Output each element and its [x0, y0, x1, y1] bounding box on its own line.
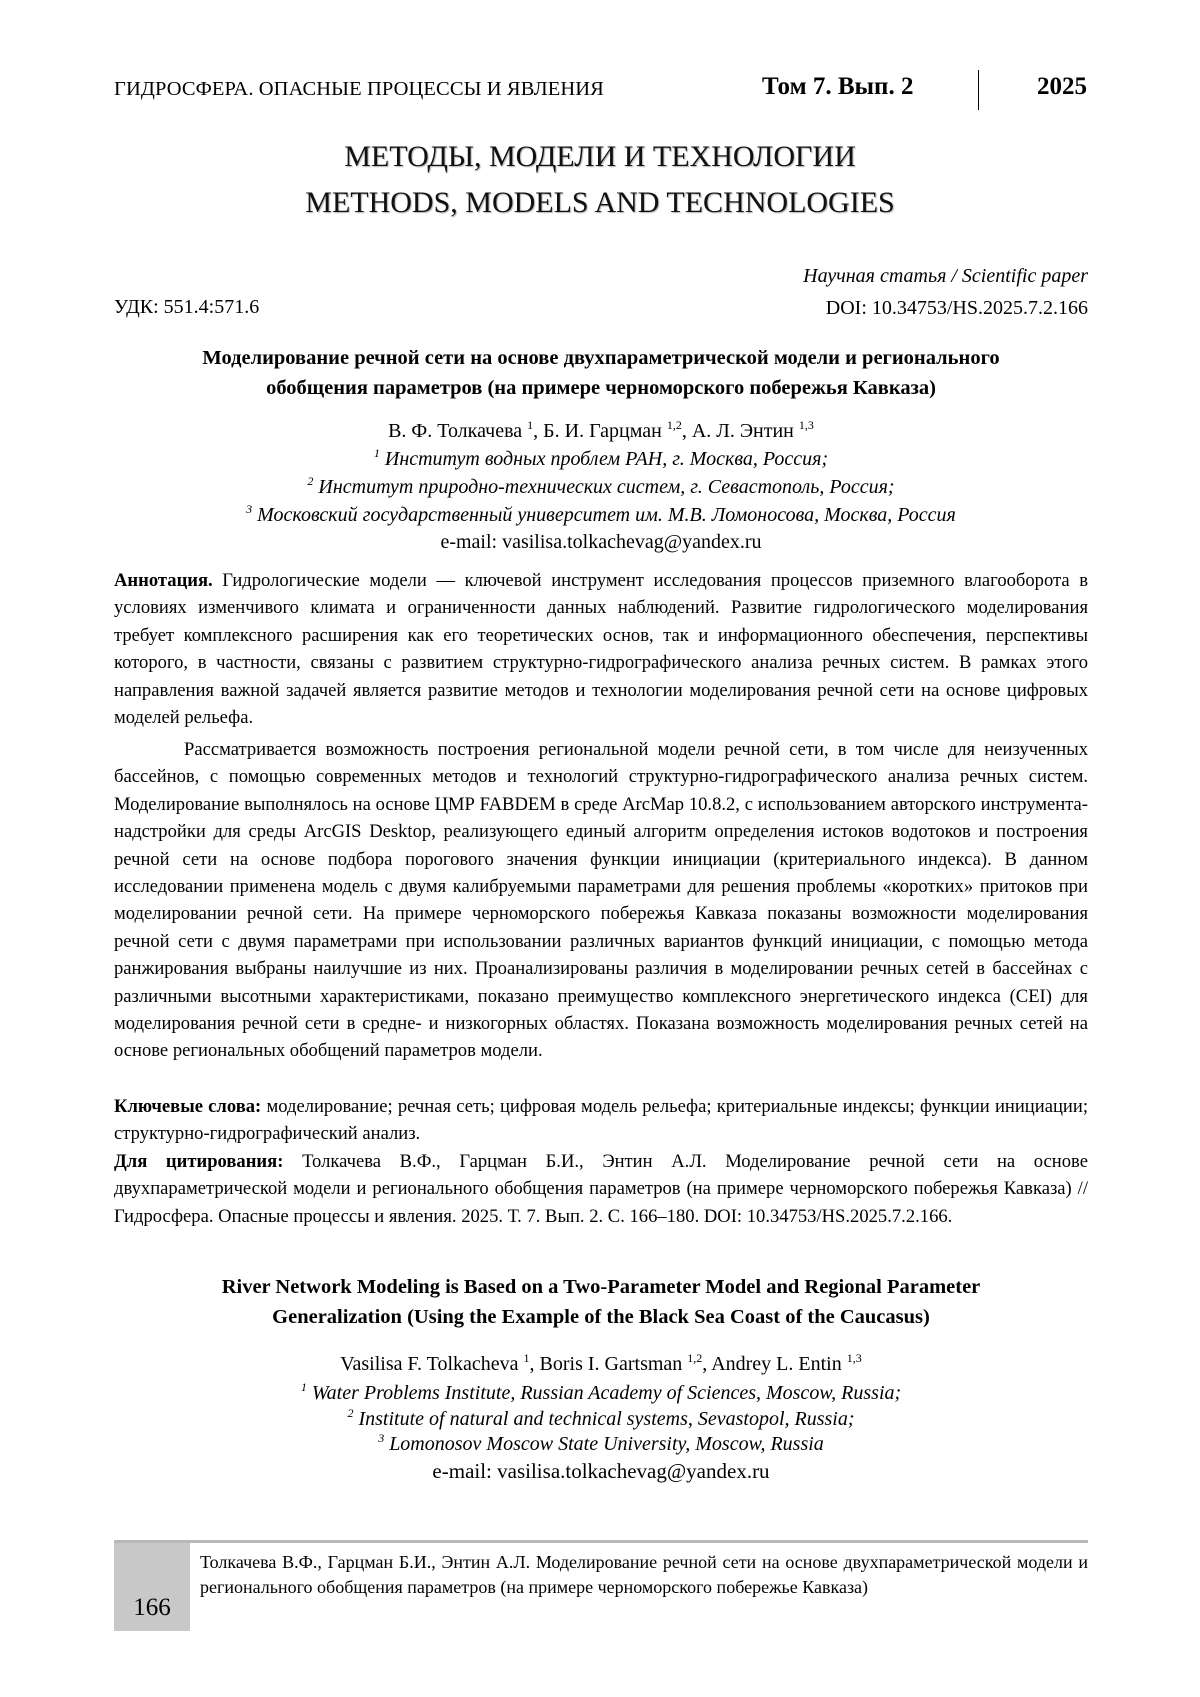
citation-text: Толкачева В.Ф., Гарцман Б.И., Энтин А.Л. Моделирование речной сети на основе двухпараметрической модели и регионального обобщения параметров (на примере черноморского побережья Кавказа) // Гидросфера. Опасные процессы и явления. 2025. Т. 7. Вып. 2. С. 166–180. DOI: 10.34753/HS.2025.7.2.166. [114, 1151, 1088, 1227]
doi: DOI: 10.34753/HS.2025.7.2.166 [825, 297, 1088, 319]
citation [114, 1148, 1088, 1230]
footer-divider [114, 1540, 1088, 1543]
abstract-text-1: Гидрологические модели — ключевой инструмент исследования процессов приземного влагооборота в условиях изменчивого климата и ограниченности данных наблюдений. Развитие гидрологического моделирования требует комплексного расширения как его теоретических основ, так и информационного обеспечения, перспективы которого, в частности, связаны с развитием структурно-гидрографического анализа речных систем. В рамках этого направления важной задачей является развитие методов и технологии моделирования речной сети на основе цифровых моделей рельефа. [114, 570, 1088, 729]
abstract-paragraph-2: Рассматривается возможность построения региональной модели речной сети, в том числе для неизученных бассейнов, с помощью современных методов и технологий структурно-гидрографического анализа речных систем. Моделирование выполнялось на основе ЦМР FABDEM в среде ArcMap 10.8.2, с использованием авторского инструмента-надстройки для среды ArcGIS Desktop, реализующего единый алгоритм определения истоков водотоков и построения речной сети на основе подбора порогового значения функции инициации (критериального индекса). В данном исследовании применена модель с двумя калибруемыми параметрами для решения проблемы «коротких» притоков при моделировании речной сети. На примере черноморского побережья Кавказа показаны возможности моделирования речной сети с двумя параметрами при использовании различных вариантов функций инициации, с помощью метода ранжирования выбраны наилучшие из них. Проанализированы различия в моделировании речных сетей в бассейнах с различными высотными характеристиками, показано преимущество комплексного энергетического индекса (CEI) для моделирования речной сети в средне- и низкогорных областях. Показана возможность моделирования речных сетей на основе региональных обобщений параметров модели. [114, 739, 1088, 1062]
journal-name: ГИДРОСФЕРА. ОПАСНЫЕ ПРОЦЕССЫ И ЯВЛЕНИЯ [114, 78, 604, 100]
author-2: , Б. И. Гарцман [533, 420, 662, 442]
year: 2025 [1037, 73, 1087, 100]
affiliation-marker: 1 [300, 1380, 307, 1394]
affiliation-marker: 2 [347, 1406, 354, 1420]
author-1-affiliation: 1 [527, 418, 534, 432]
email-ru: e-mail: vasilisa.tolkachevag@yandex.ru [440, 531, 762, 553]
affiliation-ru-3 [114, 502, 1088, 528]
affiliation-text: Institute of natural and technical systems, Sevastopol, Russia; [358, 1408, 855, 1430]
abstract-label: Аннотация. [114, 570, 213, 591]
keywords-text: моделирование; речная сеть; цифровая модель рельефа; критериальные индексы; функции инициации; структурно-гидрографический анализ. [114, 1096, 1088, 1145]
abstract-paragraph-1 [114, 567, 1088, 731]
author-3-affiliation: 1,3 [798, 418, 814, 432]
paper-title-en [114, 1272, 1088, 1332]
author-3-affiliation: 1,3 [846, 1351, 862, 1365]
paper-title-ru [114, 343, 1088, 403]
header-divider [978, 70, 979, 110]
author-3: , Andrey L. Entin [702, 1353, 842, 1375]
title-ru-line-2: обобщения параметров (на примере черноморского побережья Кавказа) [266, 377, 936, 399]
title-ru-line-1: Моделирование речной сети на основе двухпараметрической модели и регионального [202, 347, 1000, 369]
affiliation-text: Lomonosov Moscow State University, Moscow, Russia [389, 1433, 824, 1455]
footer-citation: Толкачева В.Ф., Гарцман Б.И., Энтин А.Л. Моделирование речной сети на основе двухпараметрической модели и регионального обобщения параметров (на примере черноморского побережье Кавказа) [200, 1552, 1088, 1597]
author-1-affiliation: 1 [523, 1351, 530, 1365]
citation-label: Для цитирования: [114, 1151, 284, 1172]
affiliation-en-2 [114, 1406, 1088, 1432]
author-2-affiliation: 1,2 [666, 418, 682, 432]
affiliation-marker: 3 [246, 502, 253, 516]
section-title-ru: МЕТОДЫ, МОДЕЛИ И ТЕХНОЛОГИИ [344, 140, 856, 173]
paper-type: Научная статья / Scientific paper [803, 265, 1088, 287]
author-2-affiliation: 1,2 [687, 1351, 703, 1365]
affiliation-text: Московский государственный университет им. М.В. Ломоносова, Москва, Россия [257, 504, 956, 526]
author-3: , А. Л. Энтин [681, 420, 794, 442]
keywords-label: Ключевые слова: [114, 1096, 262, 1117]
section-title-en: METHODS, MODELS AND TECHNOLOGIES [305, 186, 895, 219]
page-number: 166 [114, 1543, 190, 1631]
email-en: e-mail: vasilisa.tolkachevag@yandex.ru [432, 1459, 770, 1483]
title-en-line-2: Generalization (Using the Example of the Black Sea Coast of the Caucasus) [272, 1306, 930, 1328]
author-1: В. Ф. Толкачева [388, 420, 523, 442]
title-en-line-1: River Network Modeling is Based on a Two-Parameter Model and Regional Parameter [221, 1276, 981, 1298]
affiliation-marker: 1 [373, 446, 380, 460]
affiliation-ru-1 [114, 446, 1088, 472]
keywords [114, 1093, 1088, 1148]
affiliation-marker: 2 [307, 474, 314, 488]
author-2: , Boris I. Gartsman [529, 1353, 683, 1375]
affiliation-text: Институт природно-технических систем, г. Севастополь, Россия; [318, 476, 895, 498]
author-1: Vasilisa F. Tolkacheva [340, 1353, 519, 1375]
udc-code: УДК: 551.4:571.6 [114, 296, 260, 318]
affiliation-ru-2 [114, 474, 1088, 500]
affiliation-text: Институт водных проблем РАН, г. Москва, Россия; [384, 448, 829, 470]
affiliation-text: Water Problems Institute, Russian Academy of Sciences, Moscow, Russia; [311, 1382, 902, 1404]
authors-ru [114, 418, 1088, 444]
authors-en [114, 1351, 1088, 1377]
affiliation-en-3 [114, 1431, 1088, 1457]
affiliation-marker: 3 [378, 1431, 385, 1445]
volume-issue: Том 7. Вып. 2 [762, 73, 914, 100]
affiliation-en-1 [114, 1380, 1088, 1406]
